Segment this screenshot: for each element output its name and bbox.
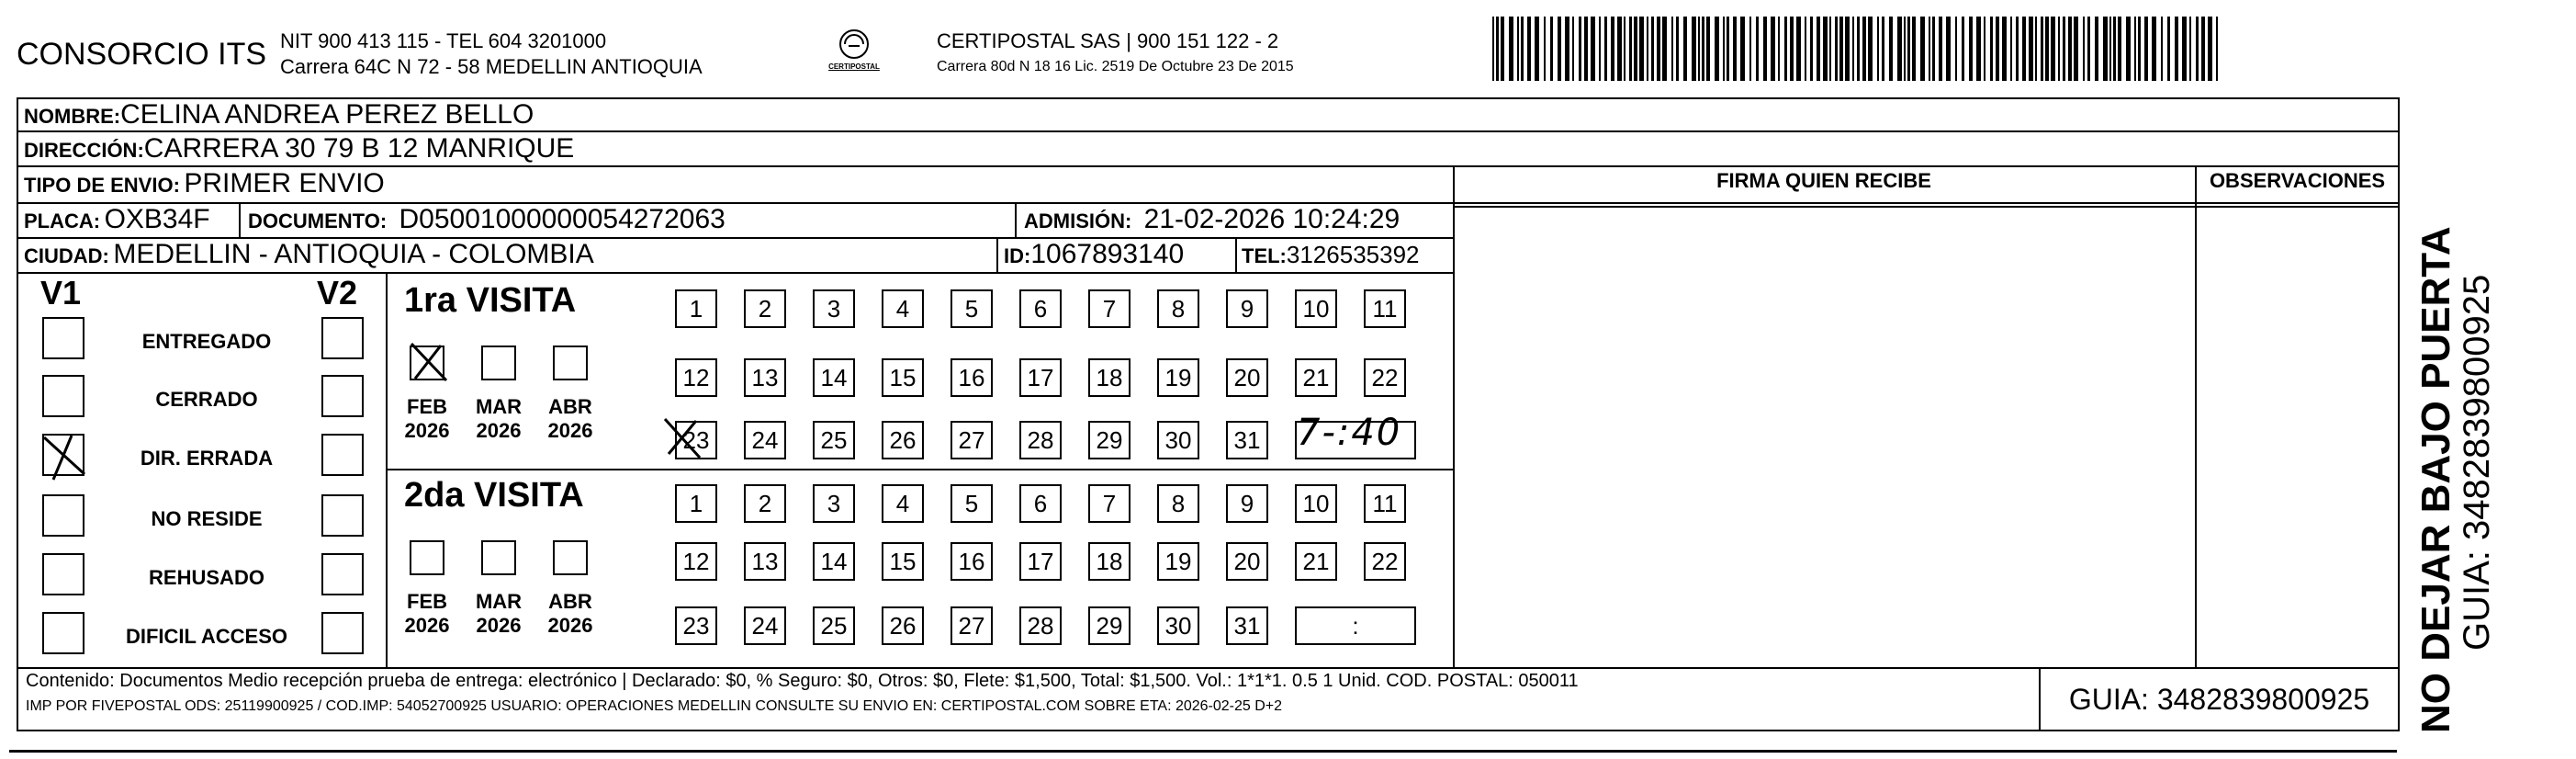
month-year-label: 2026 <box>547 419 593 442</box>
barcode-bar <box>1492 17 1494 81</box>
barcode-bar <box>1810 17 1813 81</box>
day-box[interactable]: 10 <box>1295 484 1337 523</box>
day-box[interactable]: 3 <box>813 289 855 328</box>
barcode-bar <box>1932 17 1935 81</box>
barcode-bar <box>1771 17 1775 81</box>
barcode-bar <box>2103 17 2108 81</box>
barcode-bar <box>1976 17 1981 81</box>
day-box[interactable]: 4 <box>882 289 924 328</box>
status-label: CERRADO <box>155 388 258 411</box>
barcode-bar <box>2113 17 2116 81</box>
day-box[interactable]: 11 <box>1364 484 1406 523</box>
barcode-bar <box>1647 17 1648 81</box>
tel-label: TEL: <box>1242 244 1287 267</box>
barcode-bar <box>1817 17 1820 81</box>
day-box[interactable]: 8 <box>1157 289 1199 328</box>
month-checkbox[interactable] <box>553 540 588 575</box>
barcode-bar <box>1868 17 1873 81</box>
day-box[interactable]: 9 <box>1226 484 1268 523</box>
barcode-bar <box>2118 17 2121 81</box>
barcode-bar <box>1907 17 1910 81</box>
barcode-bar <box>1984 17 1985 81</box>
day-box[interactable]: 24 <box>744 421 786 459</box>
barcode-bar <box>1749 17 1751 81</box>
day-box[interactable]: 20 <box>1226 358 1268 397</box>
barcode-bar <box>1920 17 1925 81</box>
day-box[interactable]: 21 <box>1295 542 1337 581</box>
day-box[interactable]: 2 <box>744 484 786 523</box>
address-line: Carrera 64C N 72 - 58 MEDELLIN ANTIOQUIA <box>280 55 703 78</box>
barcode-bar <box>1939 17 1942 81</box>
barcode-bar <box>1829 17 1831 81</box>
v1-checkbox[interactable] <box>42 553 84 595</box>
day-box[interactable]: 22 <box>1364 358 1406 397</box>
day-box[interactable]: 5 <box>951 289 993 328</box>
barcode-bar <box>1550 17 1553 81</box>
day-box[interactable]: 23 <box>675 606 717 645</box>
day-box[interactable]: 18 <box>1088 542 1131 581</box>
day-box[interactable]: 21 <box>1295 358 1337 397</box>
barcode-bar <box>1657 17 1660 81</box>
barcode-bar <box>1706 17 1710 81</box>
side-guia: GUIA: 3482839800925 <box>2457 274 2497 651</box>
month-year-label: 2026 <box>476 419 522 442</box>
barcode-bar <box>2002 17 2007 81</box>
barcode-bar <box>2035 17 2037 81</box>
barcode-bar <box>1572 17 1574 81</box>
day-box[interactable]: 16 <box>951 358 993 397</box>
day-box[interactable]: 7 <box>1088 289 1131 328</box>
v1-checkbox[interactable] <box>42 494 84 537</box>
direccion-label: DIRECCIÓN: <box>24 139 144 162</box>
barcode-bar <box>2095 17 2098 81</box>
barcode-bar <box>2189 17 2191 81</box>
day-box[interactable]: 13 <box>744 542 786 581</box>
barcode-bar <box>2208 17 2212 81</box>
day-box[interactable]: 31 <box>1226 606 1268 645</box>
month-label: MAR <box>475 590 523 613</box>
barcode-bar <box>1929 17 1930 81</box>
observaciones-area[interactable] <box>2199 210 2396 663</box>
day-box[interactable]: 10 <box>1295 289 1337 328</box>
logo-text: CERTIPOSTAL <box>828 62 880 71</box>
day-box[interactable]: 3 <box>813 484 855 523</box>
barcode-bar <box>1912 17 1916 81</box>
barcode-bar <box>1715 17 1719 81</box>
day-box[interactable]: 27 <box>951 421 993 459</box>
barcode-bar <box>1611 17 1614 81</box>
barcode-bar <box>1558 17 1561 81</box>
barcode-bar <box>1996 17 1999 81</box>
barcode-bar <box>2016 17 2019 81</box>
v2-checkbox[interactable] <box>321 434 364 476</box>
day-box[interactable]: 26 <box>882 421 924 459</box>
ciudad-field <box>24 237 594 277</box>
v2-checkbox[interactable] <box>321 375 364 417</box>
day-box[interactable]: 15 <box>882 542 924 581</box>
month-label: ABR <box>548 395 592 418</box>
day-box[interactable]: 15 <box>882 358 924 397</box>
v1-checkbox[interactable] <box>42 375 84 417</box>
day-box[interactable]: 7 <box>1088 484 1131 523</box>
footer-line2: IMP POR FIVEPOSTAL ODS: 25119900925 / COD.IMP: 54052700925 USUARIO: OPERACIONES MEDELLIN CONSULTE SU ENVIO EN: CERTIPOSTAL.COM SOBRE ETA: 2026-02-25 D+2 <box>26 698 1283 714</box>
barcode-bar <box>1835 17 1838 81</box>
barcode-bar <box>1527 17 1531 81</box>
barcode-bar <box>1662 17 1667 81</box>
barcode-bar <box>2161 17 2163 81</box>
barcode-bar <box>1852 17 1854 81</box>
barcode-bar <box>1676 17 1679 81</box>
firma-area[interactable] <box>1457 210 2191 663</box>
barcode-bar <box>1599 17 1601 81</box>
day-box[interactable]: 19 <box>1157 542 1199 581</box>
barcode-bar <box>1756 17 1759 81</box>
v1-checkbox[interactable] <box>42 612 84 654</box>
barcode-bar <box>2216 17 2218 81</box>
barcode-bar <box>1579 17 1581 81</box>
day-box[interactable]: 16 <box>951 542 993 581</box>
admision-label: ADMISIÓN: <box>1024 210 1132 232</box>
barcode-bar <box>1509 17 1513 81</box>
footer-line1: Contenido: Documentos Medio recepción prueba de entrega: electrónico | Declarado: $0, % Seguro: $0, Otros: $0, Flete: $1,500, Total: $1,500. Vol.: 1*1*1. 0.5 1 Unid. COD. POSTAL: 050011 <box>26 671 1579 691</box>
tel-field <box>1242 237 1420 277</box>
day-box[interactable]: 28 <box>1019 421 1062 459</box>
barcode-bar <box>1517 17 1519 81</box>
status-label: DIR. ERRADA <box>140 447 274 470</box>
day-box[interactable]: 6 <box>1019 484 1062 523</box>
barcode-bar <box>1702 17 1704 81</box>
barcode-bar <box>1544 17 1546 81</box>
barcode-bar <box>1723 17 1725 81</box>
barcode-bar <box>2074 17 2078 81</box>
day-box[interactable]: 25 <box>813 421 855 459</box>
barcode-bar <box>1521 17 1524 81</box>
barcode-icon <box>1492 17 2222 81</box>
barcode-bar <box>1955 17 1957 81</box>
barcode-bar <box>1692 17 1696 81</box>
barcode-bar <box>2045 17 2049 81</box>
month-label: FEB <box>407 590 447 613</box>
firma-header: FIRMA QUIEN RECIBE <box>1716 169 1931 192</box>
side-warning: NO DEJAR BAJO PUERTA <box>2413 226 2458 733</box>
day-box[interactable]: 29 <box>1088 606 1131 645</box>
barcode-bar <box>2196 17 2199 81</box>
day-box[interactable]: 13 <box>744 358 786 397</box>
day-box[interactable]: 12 <box>675 542 717 581</box>
barcode-bar <box>1496 17 1499 81</box>
documento-label: DOCUMENTO: <box>248 210 388 232</box>
barcode-bar <box>2167 17 2170 81</box>
barcode-bar <box>1857 17 1860 81</box>
placa-field <box>24 202 210 242</box>
tipo-label: TIPO DE ENVIO: <box>24 174 180 197</box>
barcode-bar <box>1805 17 1806 81</box>
barcode-bar <box>1604 17 1607 81</box>
barcode <box>1492 17 2222 81</box>
month-year-label: 2026 <box>476 614 522 637</box>
barcode-bar <box>2010 17 2012 81</box>
barcode-bar <box>1584 17 1588 81</box>
barcode-bar <box>1617 17 1622 81</box>
ciudad-label: CIUDAD: <box>24 244 109 267</box>
nombre-value: CELINA ANDREA PEREZ BELLO <box>120 99 534 130</box>
barcode-bar <box>2144 17 2148 81</box>
month-year-label: 2026 <box>547 614 593 637</box>
day-box[interactable]: 2 <box>744 289 786 328</box>
barcode-bar <box>1882 17 1884 81</box>
barcode-bar <box>1877 17 1879 81</box>
tel-value: 3126535392 <box>1286 241 1420 268</box>
certipostal-line2: Carrera 80d N 18 16 Lic. 2519 De Octubre 23 De 2015 <box>937 59 1294 74</box>
day-box[interactable]: 6 <box>1019 289 1062 328</box>
barcode-bar <box>2201 17 2205 81</box>
id-value: 1067893140 <box>1030 239 1185 269</box>
barcode-bar <box>2182 17 2187 81</box>
barcode-bar <box>1629 17 1632 81</box>
day-box[interactable]: 25 <box>813 606 855 645</box>
v2-checkbox[interactable] <box>321 317 364 359</box>
month-checkbox[interactable] <box>481 346 516 380</box>
v2-checkbox[interactable] <box>321 553 364 595</box>
barcode-bar <box>1733 17 1737 81</box>
barcode-bar <box>1501 17 1504 81</box>
day-box[interactable]: 1 <box>675 289 717 328</box>
day-box[interactable]: 31 <box>1226 421 1268 459</box>
barcode-bar <box>2152 17 2156 81</box>
day-box[interactable]: 14 <box>813 358 855 397</box>
handwritten-strike-23-icon <box>659 415 711 461</box>
ciudad-value: MEDELLIN - ANTIOQUIA - COLOMBIA <box>113 239 594 269</box>
nombre-label: NOMBRE: <box>24 105 121 128</box>
barcode-bar <box>1535 17 1539 81</box>
barcode-bar <box>1698 17 1700 81</box>
barcode-bar <box>2022 17 2026 81</box>
barcode-bar <box>2175 17 2178 81</box>
day-box[interactable]: 14 <box>813 542 855 581</box>
observaciones-header: OBSERVACIONES <box>2209 169 2386 192</box>
placa-label: PLACA: <box>24 210 101 232</box>
barcode-bar <box>2138 17 2141 81</box>
barcode-bar <box>1778 17 1780 81</box>
documento-value: D05001000000054272063 <box>399 204 726 234</box>
status-label: ENTREGADO <box>141 330 272 353</box>
day-box[interactable]: 12 <box>675 358 717 397</box>
barcode-bar <box>2083 17 2085 81</box>
v2-label: V2 <box>317 274 358 312</box>
day-box[interactable]: 22 <box>1364 542 1406 581</box>
barcode-bar <box>2029 17 2033 81</box>
day-box[interactable]: 4 <box>882 484 924 523</box>
barcode-bar <box>1591 17 1595 81</box>
v1-label: V1 <box>40 274 82 312</box>
barcode-bar <box>1969 17 1973 81</box>
id-field <box>1004 237 1184 277</box>
day-box[interactable]: 20 <box>1226 542 1268 581</box>
day-box[interactable]: 24 <box>744 606 786 645</box>
barcode-bar <box>1823 17 1828 81</box>
handwritten-time: 7-:40 <box>1297 412 1402 454</box>
barcode-bar <box>1624 17 1625 81</box>
tipo-field <box>24 165 385 207</box>
month-checkbox[interactable] <box>481 540 516 575</box>
month-checkbox[interactable] <box>410 540 444 575</box>
direccion-value: CARRERA 30 79 B 12 MANRIQUE <box>143 133 575 164</box>
time-box[interactable]: : <box>1295 606 1416 645</box>
barcode-bar <box>1671 17 1673 81</box>
company-name: CONSORCIO ITS <box>17 37 267 72</box>
barcode-bar <box>2068 17 2072 81</box>
barcode-bar <box>2063 17 2065 81</box>
barcode-bar <box>1946 17 1951 81</box>
month-checkbox[interactable] <box>553 346 588 380</box>
status-label: DIFICIL ACCESO <box>125 625 287 648</box>
certipostal-line1: CERTIPOSTAL SAS | 900 151 122 - 2 <box>937 29 1279 52</box>
certipostal-logo <box>808 28 900 75</box>
placa-value: OXB34F <box>104 204 210 234</box>
month-label: MAR <box>475 395 523 418</box>
status-label: NO RESIDE <box>151 507 263 530</box>
day-box[interactable]: 9 <box>1226 289 1268 328</box>
barcode-bar <box>1634 17 1637 81</box>
day-box[interactable]: 17 <box>1019 542 1062 581</box>
day-box[interactable]: 5 <box>951 484 993 523</box>
admision-value: 21-02-2026 10:24:29 <box>1143 204 1400 234</box>
barcode-bar <box>1904 17 1906 81</box>
v2-checkbox[interactable] <box>321 612 364 654</box>
month-year-label: 2026 <box>404 419 450 442</box>
barcode-bar <box>1763 17 1767 81</box>
status-label: REHUSADO <box>149 566 264 589</box>
day-box[interactable]: 30 <box>1157 606 1199 645</box>
barcode-bar <box>2058 17 2060 81</box>
barcode-bar <box>1962 17 1964 81</box>
day-box[interactable]: 17 <box>1019 358 1062 397</box>
barcode-bar <box>1889 17 1893 81</box>
day-box[interactable]: 23 <box>675 421 717 459</box>
footer-guia: GUIA: 3482839800925 <box>2068 683 2370 716</box>
day-box[interactable]: 28 <box>1019 606 1062 645</box>
visit1-title: 1ra VISITA <box>404 281 577 320</box>
barcode-bar <box>1897 17 1902 81</box>
barcode-bar <box>1639 17 1644 81</box>
barcode-bar <box>1784 17 1787 81</box>
barcode-bar <box>2134 17 2136 81</box>
day-box[interactable]: 18 <box>1088 358 1131 397</box>
barcode-bar <box>2051 17 2055 81</box>
month-label: ABR <box>548 590 592 613</box>
barcode-bar <box>2087 17 2090 81</box>
barcode-bar <box>1683 17 1687 81</box>
documento-field <box>248 202 726 242</box>
barcode-bar <box>1839 17 1843 81</box>
day-box[interactable]: 11 <box>1364 289 1406 328</box>
v2-checkbox[interactable] <box>321 494 364 537</box>
barcode-bar <box>1790 17 1794 81</box>
day-box[interactable]: 30 <box>1157 421 1199 459</box>
barcode-bar <box>2109 17 2111 81</box>
barcode-bar <box>1862 17 1866 81</box>
handwritten-check-feb-icon <box>404 340 452 388</box>
nit-line: NIT 900 413 115 - TEL 604 3201000 <box>280 29 607 52</box>
day-box[interactable]: 8 <box>1157 484 1199 523</box>
barcode-bar <box>1651 17 1654 81</box>
id-label: ID: <box>1004 244 1031 267</box>
admision-field <box>1024 202 1400 242</box>
month-label: FEB <box>407 395 447 418</box>
tipo-value: PRIMER ENVIO <box>184 168 385 198</box>
month-year-label: 2026 <box>404 614 450 637</box>
day-box[interactable]: 1 <box>675 484 717 523</box>
v1-checkbox[interactable] <box>42 317 84 359</box>
barcode-bar <box>1990 17 1993 81</box>
barcode-bar <box>1727 17 1729 81</box>
day-box[interactable]: 19 <box>1157 358 1199 397</box>
day-box[interactable]: 29 <box>1088 421 1131 459</box>
visit2-title: 2da VISITA <box>404 476 584 515</box>
barcode-bar <box>1740 17 1745 81</box>
barcode-bar <box>1565 17 1569 81</box>
handwritten-check-dir-errada-icon <box>40 432 88 483</box>
barcode-bar <box>2126 17 2131 81</box>
day-box[interactable]: 27 <box>951 606 993 645</box>
barcode-bar <box>1796 17 1801 81</box>
barcode-bar <box>2041 17 2043 81</box>
barcode-bar <box>1845 17 1850 81</box>
day-box[interactable]: 26 <box>882 606 924 645</box>
